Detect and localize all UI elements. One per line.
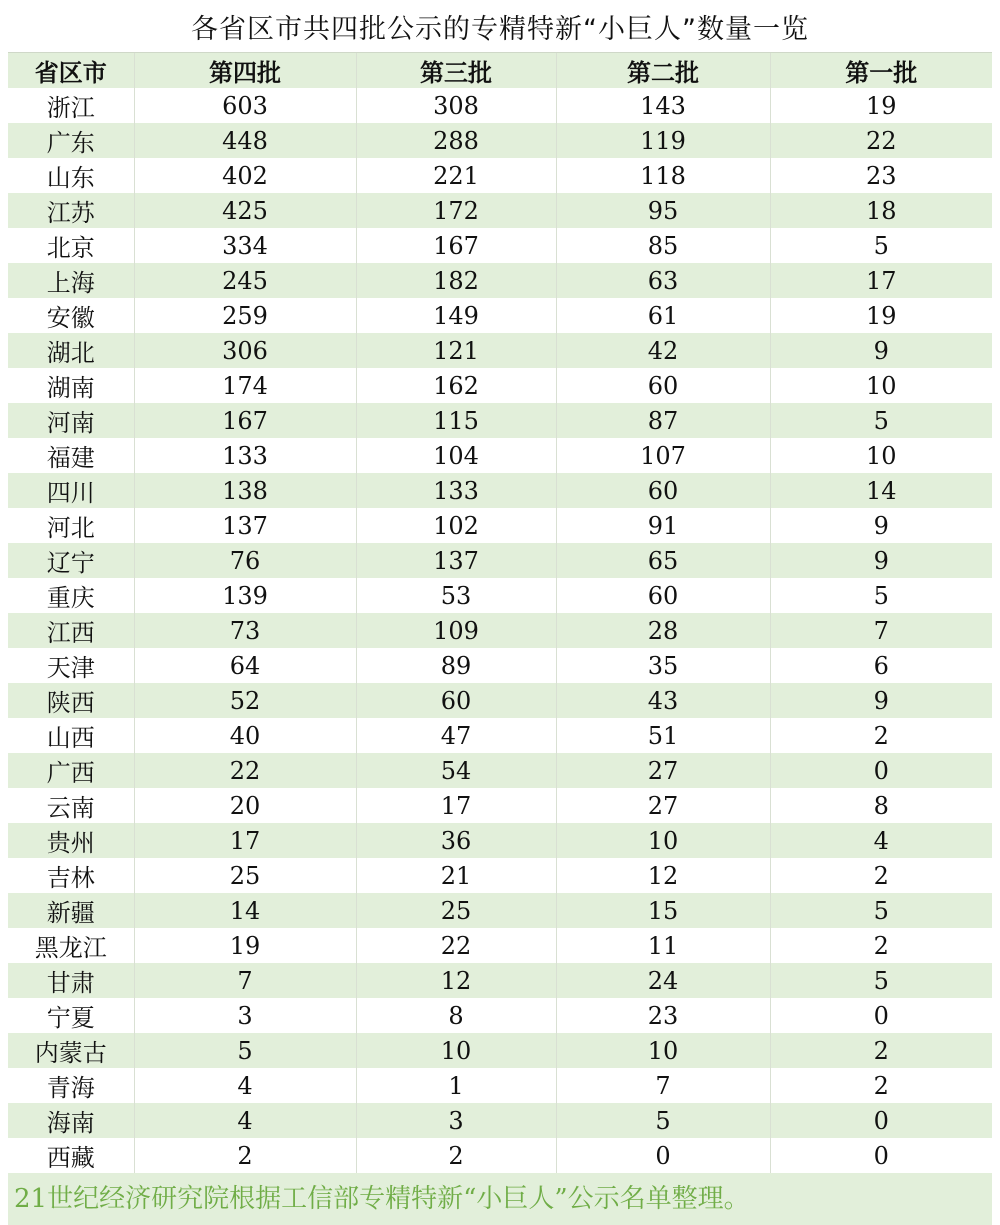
cell-batch-4: 448 [134,123,356,158]
cell-batch-3: 167 [356,228,556,263]
cell-batch-3: 22 [356,928,556,963]
cell-province: 福建 [8,438,134,473]
cell-batch-4: 4 [134,1103,356,1138]
table-row [8,823,992,858]
cell-batch-4: 306 [134,333,356,368]
cell-batch-4: 137 [134,508,356,543]
cell-batch-3: 221 [356,158,556,193]
cell-province: 河南 [8,403,134,438]
cell-batch-1: 22 [770,123,992,158]
table-row [8,298,992,333]
cell-batch-2: 10 [556,1033,770,1068]
cell-batch-3: 17 [356,788,556,823]
cell-batch-3: 10 [356,1033,556,1068]
cell-province: 云南 [8,788,134,823]
cell-batch-4: 76 [134,543,356,578]
table-row [8,998,992,1033]
cell-batch-4: 40 [134,718,356,753]
header-row [8,53,992,88]
cell-batch-1: 0 [770,753,992,788]
table-row [8,438,992,473]
cell-batch-1: 23 [770,158,992,193]
cell-batch-1: 0 [770,1138,992,1173]
cell-batch-2: 51 [556,718,770,753]
cell-batch-2: 60 [556,368,770,403]
cell-batch-1: 9 [770,333,992,368]
cell-province: 山西 [8,718,134,753]
table-row [8,508,992,543]
cell-batch-4: 14 [134,893,356,928]
cell-batch-2: 65 [556,543,770,578]
cell-batch-1: 6 [770,648,992,683]
cell-batch-4: 19 [134,928,356,963]
cell-province: 陕西 [8,683,134,718]
cell-province: 广东 [8,123,134,158]
cell-batch-3: 182 [356,263,556,298]
cell-province: 青海 [8,1068,134,1103]
cell-batch-4: 64 [134,648,356,683]
cell-batch-3: 162 [356,368,556,403]
cell-province: 山东 [8,158,134,193]
cell-batch-2: 10 [556,823,770,858]
cell-batch-1: 5 [770,228,992,263]
table-row [8,963,992,998]
cell-batch-2: 27 [556,753,770,788]
cell-batch-4: 603 [134,88,356,123]
table-row [8,193,992,228]
cell-batch-3: 172 [356,193,556,228]
table-row [8,893,992,928]
cell-batch-4: 402 [134,158,356,193]
cell-batch-1: 9 [770,508,992,543]
cell-batch-4: 334 [134,228,356,263]
cell-batch-1: 19 [770,88,992,123]
cell-batch-1: 10 [770,368,992,403]
cell-batch-2: 0 [556,1138,770,1173]
cell-province: 浙江 [8,88,134,123]
table-row [8,1138,992,1173]
cell-batch-1: 9 [770,543,992,578]
cell-batch-4: 4 [134,1068,356,1103]
cell-batch-3: 12 [356,963,556,998]
cell-batch-4: 25 [134,858,356,893]
cell-batch-3: 8 [356,998,556,1033]
cell-batch-3: 89 [356,648,556,683]
header-batch-4: 第四批 [134,53,356,88]
cell-province: 天津 [8,648,134,683]
cell-batch-4: 3 [134,998,356,1033]
cell-batch-2: 118 [556,158,770,193]
cell-province: 湖北 [8,333,134,368]
header-province: 省区市 [8,53,134,88]
cell-batch-1: 2 [770,858,992,893]
cell-batch-3: 21 [356,858,556,893]
cell-batch-4: 133 [134,438,356,473]
cell-batch-1: 7 [770,613,992,648]
cell-province: 湖南 [8,368,134,403]
cell-province: 四川 [8,473,134,508]
table-row [8,683,992,718]
cell-batch-2: 7 [556,1068,770,1103]
table-row [8,543,992,578]
cell-batch-4: 5 [134,1033,356,1068]
cell-batch-2: 61 [556,298,770,333]
cell-batch-2: 91 [556,508,770,543]
cell-batch-4: 52 [134,683,356,718]
cell-batch-4: 138 [134,473,356,508]
cell-batch-3: 54 [356,753,556,788]
table-row [8,88,992,123]
cell-batch-2: 107 [556,438,770,473]
table-row [8,123,992,158]
cell-province: 黑龙江 [8,928,134,963]
cell-batch-3: 1 [356,1068,556,1103]
cell-province: 甘肃 [8,963,134,998]
cell-batch-3: 149 [356,298,556,333]
table-row [8,858,992,893]
data-sheet [8,8,992,1225]
cell-batch-4: 2 [134,1138,356,1173]
table-row [8,753,992,788]
cell-province: 吉林 [8,858,134,893]
table-row [8,578,992,613]
cell-batch-2: 12 [556,858,770,893]
cell-batch-4: 17 [134,823,356,858]
cell-batch-3: 47 [356,718,556,753]
cell-batch-3: 308 [356,88,556,123]
cell-province: 西藏 [8,1138,134,1173]
cell-province: 广西 [8,753,134,788]
table-row [8,1103,992,1138]
cell-batch-2: 42 [556,333,770,368]
cell-province: 辽宁 [8,543,134,578]
table-row [8,928,992,963]
cell-batch-4: 167 [134,403,356,438]
cell-batch-2: 5 [556,1103,770,1138]
cell-batch-2: 28 [556,613,770,648]
cell-batch-2: 60 [556,578,770,613]
cell-batch-3: 109 [356,613,556,648]
cell-batch-3: 288 [356,123,556,158]
cell-batch-1: 0 [770,998,992,1033]
table-row [8,648,992,683]
cell-batch-1: 2 [770,718,992,753]
cell-batch-4: 20 [134,788,356,823]
header-batch-3: 第三批 [356,53,556,88]
cell-batch-3: 121 [356,333,556,368]
cell-batch-2: 43 [556,683,770,718]
cell-batch-1: 2 [770,928,992,963]
cell-batch-2: 63 [556,263,770,298]
cell-batch-3: 104 [356,438,556,473]
cell-batch-1: 2 [770,1033,992,1068]
province-table [8,53,992,1173]
table-row [8,1068,992,1103]
cell-province: 江西 [8,613,134,648]
cell-batch-1: 9 [770,683,992,718]
cell-batch-3: 36 [356,823,556,858]
cell-batch-3: 115 [356,403,556,438]
cell-province: 江苏 [8,193,134,228]
cell-batch-1: 4 [770,823,992,858]
cell-batch-1: 8 [770,788,992,823]
cell-batch-2: 24 [556,963,770,998]
cell-batch-2: 87 [556,403,770,438]
cell-batch-3: 53 [356,578,556,613]
cell-batch-3: 102 [356,508,556,543]
cell-province: 北京 [8,228,134,263]
cell-batch-4: 73 [134,613,356,648]
cell-batch-1: 0 [770,1103,992,1138]
cell-province: 河北 [8,508,134,543]
cell-batch-2: 60 [556,473,770,508]
cell-province: 安徽 [8,298,134,333]
cell-province: 宁夏 [8,998,134,1033]
cell-province: 贵州 [8,823,134,858]
cell-batch-2: 27 [556,788,770,823]
cell-batch-1: 5 [770,893,992,928]
cell-batch-4: 7 [134,963,356,998]
table-row [8,403,992,438]
cell-batch-3: 25 [356,893,556,928]
table-row [8,788,992,823]
cell-batch-3: 60 [356,683,556,718]
cell-batch-1: 2 [770,1068,992,1103]
header-batch-1: 第一批 [770,53,992,88]
cell-batch-4: 245 [134,263,356,298]
cell-batch-4: 425 [134,193,356,228]
cell-batch-2: 143 [556,88,770,123]
cell-province: 上海 [8,263,134,298]
cell-batch-2: 119 [556,123,770,158]
cell-province: 新疆 [8,893,134,928]
cell-batch-2: 11 [556,928,770,963]
cell-batch-4: 259 [134,298,356,333]
table-row [8,263,992,298]
cell-batch-1: 5 [770,578,992,613]
table-row [8,228,992,263]
table-row [8,718,992,753]
cell-batch-1: 10 [770,438,992,473]
cell-province: 内蒙古 [8,1033,134,1068]
cell-batch-4: 139 [134,578,356,613]
cell-batch-4: 174 [134,368,356,403]
cell-batch-3: 137 [356,543,556,578]
table-row [8,1033,992,1068]
table-row [8,368,992,403]
table-row [8,473,992,508]
cell-batch-2: 23 [556,998,770,1033]
table-row [8,613,992,648]
table-row [8,158,992,193]
header-batch-2: 第二批 [556,53,770,88]
cell-province: 重庆 [8,578,134,613]
cell-batch-2: 95 [556,193,770,228]
cell-batch-4: 22 [134,753,356,788]
cell-batch-3: 2 [356,1138,556,1173]
cell-batch-3: 133 [356,473,556,508]
cell-batch-2: 15 [556,893,770,928]
cell-batch-1: 14 [770,473,992,508]
cell-batch-1: 5 [770,963,992,998]
cell-province: 海南 [8,1103,134,1138]
cell-batch-2: 35 [556,648,770,683]
cell-batch-3: 3 [356,1103,556,1138]
source-note: 21世纪经济研究院根据工信部专精特新“小巨人”公示名单整理。 [8,1173,992,1225]
cell-batch-1: 18 [770,193,992,228]
cell-batch-1: 19 [770,298,992,333]
cell-batch-1: 17 [770,263,992,298]
cell-batch-2: 85 [556,228,770,263]
table-row [8,333,992,368]
table-title: 各省区市共四批公示的专精特新“小巨人”数量一览 [8,8,992,53]
cell-batch-1: 5 [770,403,992,438]
